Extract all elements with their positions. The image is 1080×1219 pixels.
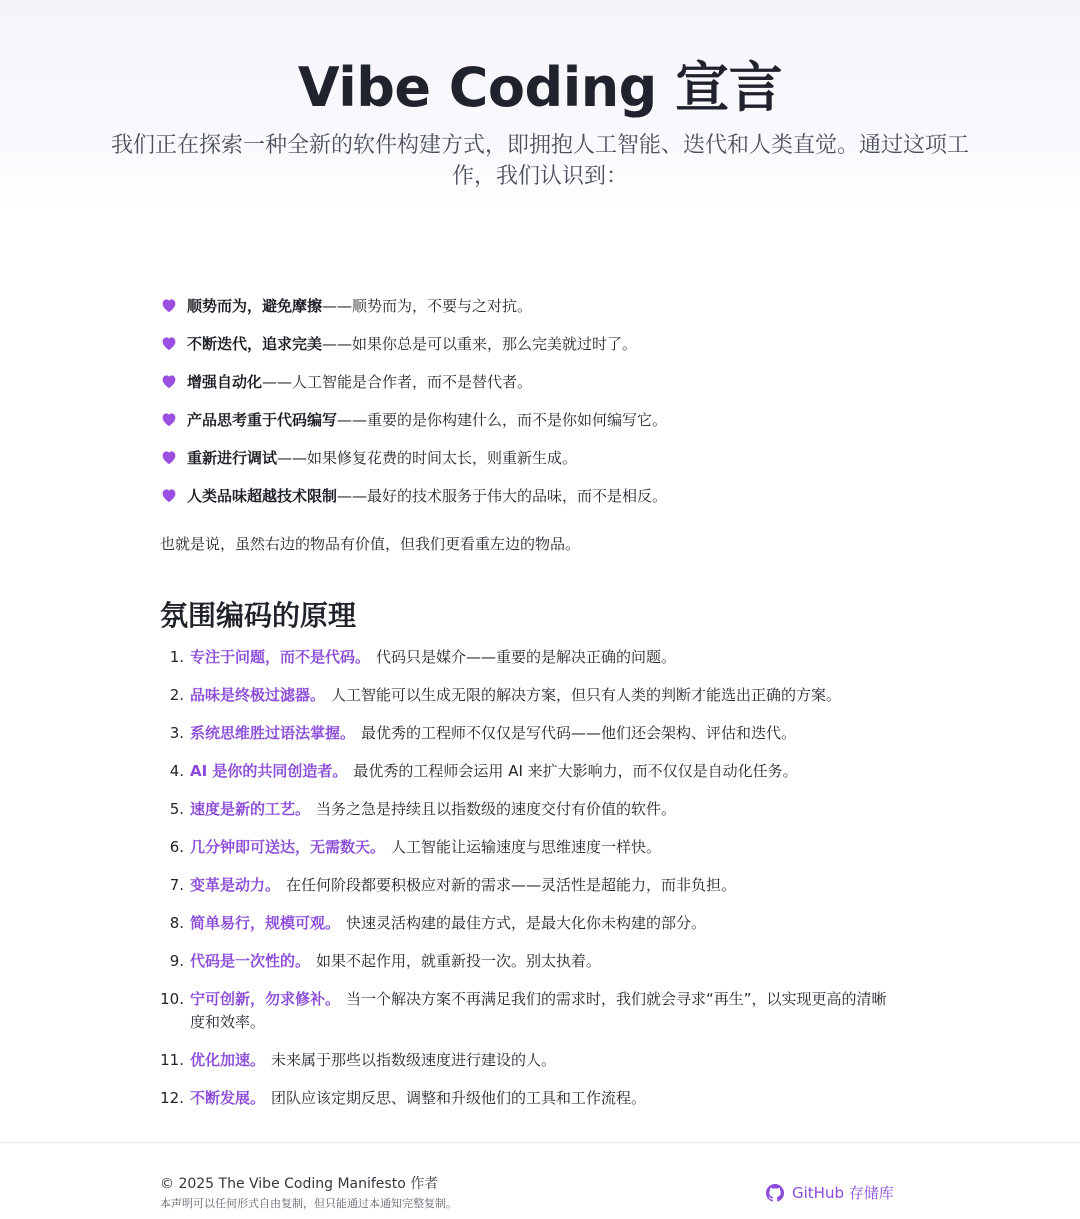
value-rest: ——人工智能是合作者，而不是替代者。 [262, 372, 533, 391]
principle-number: 12. [160, 1089, 184, 1107]
value-bold: 增强自动化 [187, 372, 263, 391]
value-rest: ——顺势而为，不要与之对抗。 [322, 296, 533, 315]
values-note: 也就是说，虽然右边的物品有价值，但我们更看重左边的物品。 [160, 535, 581, 553]
principle-text [190, 760, 890, 783]
principle-text [190, 1049, 890, 1072]
value-bold: 不断迭代，追求完美 [187, 334, 323, 353]
principle-number: 11. [160, 1051, 184, 1069]
principle-item [160, 950, 890, 973]
principle-highlight: 速度是新的工艺。 [190, 800, 311, 818]
principle-item [160, 1049, 890, 1072]
value-item [160, 324, 920, 362]
principle-number: 10. [160, 990, 184, 1008]
purple-heart-icon [160, 334, 178, 352]
copyright-text: © 2025 The Vibe Coding Manifesto 作者 [160, 1176, 439, 1192]
principle-highlight: 品味是终极过滤器。 [190, 686, 326, 704]
principle-highlight: 简单易行，规模可观。 [190, 914, 341, 932]
principle-body: 快速灵活构建的最佳方式，是最大化你未构建的部分。 [346, 914, 707, 932]
principle-body: 人工智能可以生成无限的解决方案，但只有人类的判断才能选出正确的方案。 [331, 686, 842, 704]
principle-number: 2. [169, 686, 184, 704]
value-item [160, 362, 920, 400]
principle-text [190, 684, 890, 707]
principle-body: 人工智能让运输速度与思维速度一样快。 [391, 838, 662, 856]
principle-text [190, 912, 890, 935]
principle-body: 在任何阶段都要积极应对新的需求——灵活性是超能力，而非负担。 [286, 876, 737, 894]
value-text [187, 447, 577, 468]
principle-text [190, 798, 890, 821]
purple-heart-icon [160, 372, 178, 390]
principle-body: 当一个解决方案不再满足我们的需求时，我们就会寻求“再生”，以实现更高的清晰度和效率。 [190, 990, 887, 1031]
principle-text [190, 950, 890, 973]
principle-highlight: 代码是一次性的。 [190, 952, 311, 970]
principle-body: 最优秀的工程师不仅仅是写代码——他们还会架构、评估和迭代。 [361, 724, 797, 742]
principle-body: 当务之急是持续且以指数级的速度交付有价值的软件。 [316, 800, 677, 818]
principle-body: 团队应该定期反思、调整和升级他们的工具和工作流程。 [271, 1089, 647, 1107]
principle-item [160, 874, 890, 897]
principle-item [160, 798, 890, 821]
principle-item [160, 760, 890, 783]
value-item [160, 438, 920, 476]
principle-text [190, 722, 890, 745]
intro-text: 我们正在探索一种全新的软件构建方式，即拥抱人工智能、迭代和人类直觉。通过这项工作，我们认识到： [110, 133, 969, 189]
license-text: 本声明可以任何形式自由复制，但只能通过本通知完整复制。 [160, 1197, 457, 1210]
principle-highlight: 系统思维胜过语法掌握。 [190, 724, 356, 742]
purple-heart-icon [160, 410, 178, 428]
principle-number: 1. [169, 648, 184, 666]
github-link-label: GitHub 存储库 [792, 1184, 894, 1202]
hero-header [0, 0, 1080, 210]
principle-number: 3. [169, 724, 184, 742]
principle-item [160, 646, 890, 669]
principle-number: 6. [169, 838, 184, 856]
value-bold: 产品思考重于代码编写 [187, 410, 338, 429]
value-rest: ——如果你总是可以重来，那么完美就过时了。 [322, 334, 638, 353]
value-item [160, 286, 920, 324]
principle-text [190, 988, 890, 1034]
principle-body: 代码只是媒介——重要的是解决正确的问题。 [376, 648, 677, 666]
principle-item [160, 912, 890, 935]
principle-highlight: 优化加速。 [190, 1051, 266, 1069]
value-text [187, 333, 637, 354]
value-text [187, 295, 532, 316]
principle-text [190, 1087, 890, 1110]
principles-heading: 氛围编码的原理 [160, 599, 357, 632]
principle-highlight: 变革是动力。 [190, 876, 281, 894]
principles-list [160, 646, 890, 1125]
page-title: Vibe Coding 宣言 [297, 56, 783, 119]
value-rest: ——重要的是你构建什么，而不是你如何编写它。 [337, 410, 668, 429]
principle-number: 5. [169, 800, 184, 818]
principle-highlight: 几分钟即可送达，无需数天。 [190, 838, 386, 856]
principle-number: 7. [169, 876, 184, 894]
value-text [187, 371, 532, 392]
value-text [187, 409, 667, 430]
principle-highlight: AI 是你的共同创造者。 [190, 762, 348, 780]
values-list [160, 286, 920, 514]
principle-body: 如果不起作用，就重新投一次。别太执着。 [316, 952, 602, 970]
value-item [160, 400, 920, 438]
value-text [187, 485, 667, 506]
value-bold: 顺势而为，避免摩擦 [187, 296, 323, 315]
value-rest: ——如果修复花费的时间太长，则重新生成。 [277, 448, 578, 467]
purple-heart-icon [160, 486, 178, 504]
principle-item [160, 836, 890, 859]
value-bold: 重新进行调试 [187, 448, 278, 467]
principle-item [160, 722, 890, 745]
principle-highlight: 不断发展。 [190, 1089, 266, 1107]
principle-text [190, 836, 890, 859]
value-rest: ——最好的技术服务于伟大的品味，而不是相反。 [337, 486, 668, 505]
principle-highlight: 专注于问题，而不是代码。 [190, 648, 371, 666]
github-repo-link[interactable] [766, 1182, 894, 1204]
principle-number: 8. [169, 914, 184, 932]
footer-divider [0, 1142, 1080, 1143]
principle-body: 最优秀的工程师会运用 AI 来扩大影响力，而不仅仅是自动化任务。 [353, 762, 798, 780]
principle-item [160, 684, 890, 707]
purple-heart-icon [160, 296, 178, 314]
value-item [160, 476, 920, 514]
principle-item [160, 1087, 890, 1110]
purple-heart-icon [160, 448, 178, 466]
principle-item [160, 988, 890, 1034]
principle-text [190, 646, 890, 669]
principle-number: 4. [169, 762, 184, 780]
github-icon [766, 1184, 784, 1202]
principle-body: 未来属于那些以指数级速度进行建设的人。 [271, 1051, 557, 1069]
value-bold: 人类品味超越技术限制 [187, 486, 338, 505]
principle-number: 9. [169, 952, 184, 970]
principle-text [190, 874, 890, 897]
principle-highlight: 宁可创新，勿求修补。 [190, 990, 341, 1008]
